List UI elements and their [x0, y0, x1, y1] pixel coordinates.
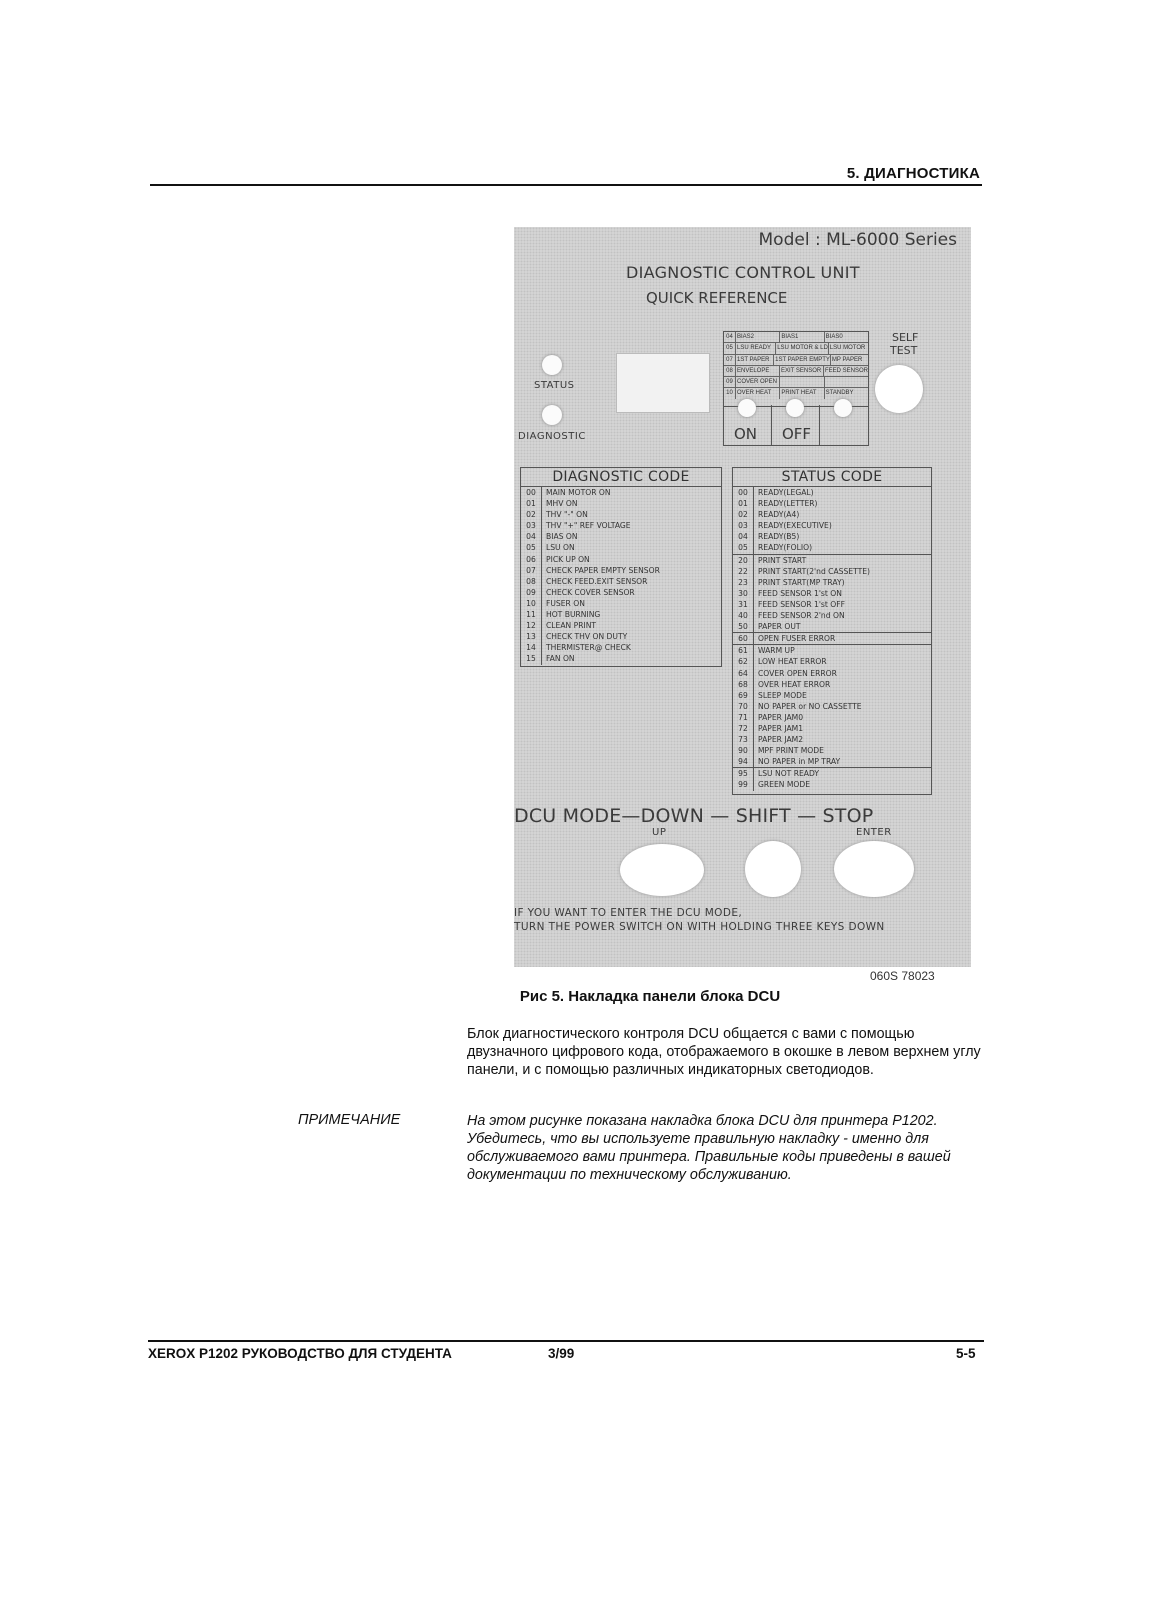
dcu-mode-down-button[interactable]: [620, 844, 704, 896]
mode-label-b: PRINT HEAT: [780, 388, 824, 398]
code-number: 00: [521, 487, 542, 498]
code-number: 95: [733, 768, 754, 779]
code-number: 73: [733, 734, 754, 745]
code-number: 90: [733, 745, 754, 756]
code-label: OVER HEAT ERROR: [758, 679, 831, 689]
diagnostic-code-table: [520, 467, 722, 667]
code-label: READY(B5): [758, 532, 800, 542]
code-label: THERMISTER@ CHECK: [546, 643, 631, 653]
code-number: 61: [733, 645, 754, 656]
stop-enter-button[interactable]: [834, 841, 914, 897]
mode-label-b: [780, 377, 824, 387]
status-code-row: [733, 509, 931, 520]
code-label: SLEEP MODE: [758, 690, 807, 700]
status-code-row: [733, 712, 931, 723]
code-label: WARM UP: [758, 646, 795, 656]
code-number: 04: [733, 531, 754, 542]
mode-row: [724, 388, 868, 398]
diagnostic-label: DIAGNOSTIC: [518, 431, 586, 442]
diagnostic-code-row: [521, 653, 721, 664]
code-number: 08: [521, 576, 542, 587]
code-number: 31: [733, 599, 754, 610]
code-label: FEED SENSOR 1'st OFF: [758, 599, 845, 609]
mode-code: 05: [724, 343, 736, 353]
code-label: PRINT START(2'nd CASSETTE): [758, 566, 871, 576]
code-number: 20: [733, 555, 754, 566]
status-code-row: [733, 632, 931, 644]
code-label: BIAS ON: [546, 532, 578, 542]
status-code-row: [733, 745, 931, 756]
status-code-row: [733, 566, 931, 577]
code-label: LSU NOT READY: [758, 769, 820, 779]
mode-row: [724, 332, 868, 343]
code-number: 05: [733, 542, 754, 553]
mode-label-a: COVER OPEN: [736, 377, 780, 387]
diagnostic-code-row: [521, 520, 721, 531]
mode-code: 04: [724, 332, 736, 342]
code-label: CLEAN PRINT: [546, 621, 597, 631]
code-label: PRINT START(MP TRAY): [758, 577, 845, 587]
panel-subtitle: QUICK REFERENCE: [646, 289, 788, 307]
code-label: PAPER JAM2: [758, 735, 804, 745]
code-number: 99: [733, 779, 754, 790]
diagnostic-code-row: [521, 598, 721, 609]
mode-label-b: LSU MOTOR & LD: [776, 343, 829, 353]
diagnostic-code-row: [521, 554, 721, 565]
code-number: 10: [521, 598, 542, 609]
indicator-led-2: [786, 399, 804, 417]
code-label: PRINT START: [758, 555, 807, 565]
status-code-row: [733, 554, 931, 566]
status-code-row: [733, 734, 931, 745]
code-label: CHECK THV ON DUTY: [546, 632, 628, 642]
code-number: 40: [733, 610, 754, 621]
code-number: 01: [733, 498, 754, 509]
mode-label-a: OVER HEAT: [736, 388, 780, 398]
code-label: NO PAPER in MP TRAY: [758, 757, 841, 767]
code-label: NO PAPER or NO CASSETTE: [758, 701, 862, 711]
off-label: OFF: [782, 425, 812, 443]
code-label: CHECK FEED.EXIT SENSOR: [546, 576, 648, 586]
diagnostic-code-row: [521, 642, 721, 653]
instruction-line-1: IF YOU WANT TO ENTER THE DCU MODE,: [514, 907, 743, 919]
mode-label-c: BIAS0: [825, 334, 843, 340]
code-number: 14: [521, 642, 542, 653]
mode-label-a: LSU READY: [736, 343, 776, 353]
code-number: 05: [521, 542, 542, 553]
mode-row: [724, 355, 868, 366]
code-label: PAPER OUT: [758, 622, 801, 632]
code-number: 72: [733, 723, 754, 734]
code-label: READY(EXECUTIVE): [758, 521, 832, 531]
diagnostic-code-row: [521, 487, 721, 498]
code-number: 22: [733, 566, 754, 577]
up-label: UP: [652, 827, 667, 838]
status-code-row: [733, 610, 931, 621]
status-code-table: [732, 467, 932, 795]
self-test-label-1: SELF: [892, 331, 919, 344]
status-code-row: [733, 520, 931, 531]
mode-table: [723, 331, 869, 407]
code-number: 09: [521, 587, 542, 598]
diagnostic-code-row: [521, 631, 721, 642]
mode-row: [724, 377, 868, 388]
status-code-row: [733, 767, 931, 779]
page-header-title: 5. ДИАГНОСТИКА: [846, 165, 980, 182]
code-number: 94: [733, 756, 754, 767]
mode-label-b: EXIT SENSOR: [780, 366, 824, 376]
diagnostic-code-row: [521, 565, 721, 576]
mode-label-c: FEED SENSOR: [825, 367, 869, 374]
code-number: 69: [733, 690, 754, 701]
code-number: 64: [733, 668, 754, 679]
indicator-led-3: [834, 399, 852, 417]
model-label: Model : ML-6000 Series: [758, 230, 957, 250]
code-number: 15: [521, 653, 542, 664]
code-label: FUSER ON: [546, 598, 585, 608]
code-number: 11: [521, 609, 542, 620]
code-number: 71: [733, 712, 754, 723]
code-label: LOW HEAT ERROR: [758, 657, 827, 667]
mode-row: [724, 366, 868, 377]
instruction-line-2: TURN THE POWER SWITCH ON WITH HOLDING THREE KEYS DOWN: [514, 921, 885, 933]
code-number: 02: [521, 509, 542, 520]
code-label: MAIN MOTOR ON: [546, 488, 611, 497]
code-number: 03: [521, 520, 542, 531]
code-number: 68: [733, 679, 754, 690]
code-label: THV "+" REF VOLTAGE: [546, 521, 631, 531]
code-label: CHECK PAPER EMPTY SENSOR: [546, 565, 660, 575]
code-label: THV "-" ON: [546, 510, 588, 520]
note-text: На этом рисунке показана накладка блока DCU для принтера P1202. Убедитесь, что вы используете правильную накладку - именно для обслуживаемого вами принтера. Правильные коды приведены в вашей документации по техническому обслуживанию.: [467, 1113, 951, 1183]
status-code-row: [733, 487, 931, 498]
code-display-window: [616, 353, 710, 413]
diagnostic-code-title: DIAGNOSTIC CODE: [521, 468, 721, 487]
code-number: 62: [733, 656, 754, 667]
indicator-led-1: [738, 399, 756, 417]
mode-label-c: [825, 377, 868, 387]
status-code-row: [733, 531, 931, 542]
code-label: READY(LEGAL): [758, 488, 814, 497]
status-code-row: [733, 599, 931, 610]
mode-code: 10: [724, 388, 736, 398]
status-code-row: [733, 668, 931, 679]
panel-title: DIAGNOSTIC CONTROL UNIT: [626, 263, 860, 282]
code-label: PAPER JAM0: [758, 712, 804, 722]
code-label: MPF PRINT MODE: [758, 746, 824, 756]
mode-label-c: STANDBY: [825, 390, 854, 397]
status-code-row: [733, 542, 931, 553]
footer-rule: [148, 1340, 984, 1342]
diagnostic-code-row: [521, 531, 721, 542]
shift-button[interactable]: [745, 841, 801, 897]
diagnostic-code-row: [521, 609, 721, 620]
status-led: [542, 355, 562, 375]
code-label: LSU ON: [546, 543, 575, 553]
body-paragraph: Блок диагностического контроля DCU общается с вами с помощью двузначного цифрового кода, отображаемого в окошке в левом верхнем углу панели, и с помощью различных индикаторных светодиодов.: [467, 1026, 981, 1078]
key-functions-line: DCU MODE—DOWN — SHIFT — STOP: [514, 805, 874, 827]
diagnostic-code-row: [521, 542, 721, 553]
code-number: 60: [733, 633, 754, 644]
mode-label-a: 1ST PAPER: [736, 355, 774, 365]
status-code-row: [733, 756, 931, 767]
status-code-row: [733, 679, 931, 690]
code-number: 06: [521, 554, 542, 565]
status-code-row: [733, 690, 931, 701]
code-label: COVER OPEN ERROR: [758, 668, 837, 678]
mode-code: 07: [724, 355, 736, 365]
code-number: 23: [733, 577, 754, 588]
code-label: HOT BURNING: [546, 610, 601, 620]
code-label: PICK UP ON: [546, 554, 590, 564]
note-label: ПРИМЕЧАНИЕ: [298, 1112, 401, 1128]
code-label: OPEN FUSER ERROR: [758, 634, 836, 644]
footer-center: 3/99: [548, 1346, 575, 1361]
code-label: MHV ON: [546, 499, 578, 509]
code-number: 12: [521, 620, 542, 631]
diagnostic-led: [542, 405, 562, 425]
code-label: PAPER JAM1: [758, 723, 804, 733]
status-code-row: [733, 498, 931, 509]
code-number: 50: [733, 621, 754, 632]
mode-label-c: LSU MOTOR: [829, 345, 866, 352]
code-label: READY(FOLIO): [758, 543, 813, 553]
mode-code: 08: [724, 366, 736, 376]
diagnostic-code-row: [521, 587, 721, 598]
code-label: CHECK COVER SENSOR: [546, 587, 635, 597]
footer-left: XEROX P1202 РУКОВОДСТВО ДЛЯ СТУДЕНТА: [148, 1346, 452, 1361]
code-label: READY(A4): [758, 510, 800, 520]
header-rule: [150, 184, 982, 186]
status-code-row: [733, 656, 931, 667]
on-off-indicator-box: [723, 405, 869, 446]
footer-right: 5-5: [956, 1346, 976, 1361]
code-number: 01: [521, 498, 542, 509]
status-code-title: STATUS CODE: [733, 468, 931, 487]
status-code-row: [733, 701, 931, 712]
diagnostic-code-row: [521, 498, 721, 509]
mode-label-c: MP PAPER: [831, 356, 863, 363]
status-code-row: [733, 723, 931, 734]
mode-code: 09: [724, 377, 736, 387]
self-test-button[interactable]: [875, 365, 923, 413]
code-number: 13: [521, 631, 542, 642]
mode-label-b: 1ST PAPER EMPTY: [774, 355, 831, 365]
code-number: 04: [521, 531, 542, 542]
code-number: 03: [733, 520, 754, 531]
code-number: 70: [733, 701, 754, 712]
code-number: 02: [733, 509, 754, 520]
code-label: GREEN MODE: [758, 780, 811, 790]
mode-label-b: BIAS1: [780, 332, 824, 342]
code-number: 30: [733, 588, 754, 599]
status-code-row: [733, 621, 931, 632]
code-number: 07: [521, 565, 542, 576]
status-code-row: [733, 577, 931, 588]
dcu-overlay-panel: [514, 227, 971, 967]
status-code-row: [733, 644, 931, 656]
part-number: 060S 78023: [870, 969, 935, 983]
diagnostic-code-row: [521, 620, 721, 631]
code-number: 00: [733, 487, 754, 498]
code-label: FAN ON: [546, 654, 575, 664]
status-code-row: [733, 779, 931, 790]
code-label: FEED SENSOR 2'nd ON: [758, 611, 845, 621]
mode-label-a: BIAS2: [736, 332, 780, 342]
status-label: STATUS: [534, 380, 575, 391]
code-label: READY(LETTER): [758, 499, 818, 509]
status-code-row: [733, 588, 931, 599]
mode-row: [724, 343, 868, 354]
diagnostic-code-row: [521, 509, 721, 520]
self-test-label-2: TEST: [890, 344, 918, 357]
enter-label: ENTER: [856, 827, 892, 838]
mode-label-a: ENVELOPE: [736, 366, 780, 376]
on-label: ON: [734, 425, 758, 443]
figure-caption: Рис 5. Накладка панели блока DCU: [519, 988, 781, 1005]
code-label: FEED SENSOR 1'st ON: [758, 588, 842, 598]
diagnostic-code-row: [521, 576, 721, 587]
